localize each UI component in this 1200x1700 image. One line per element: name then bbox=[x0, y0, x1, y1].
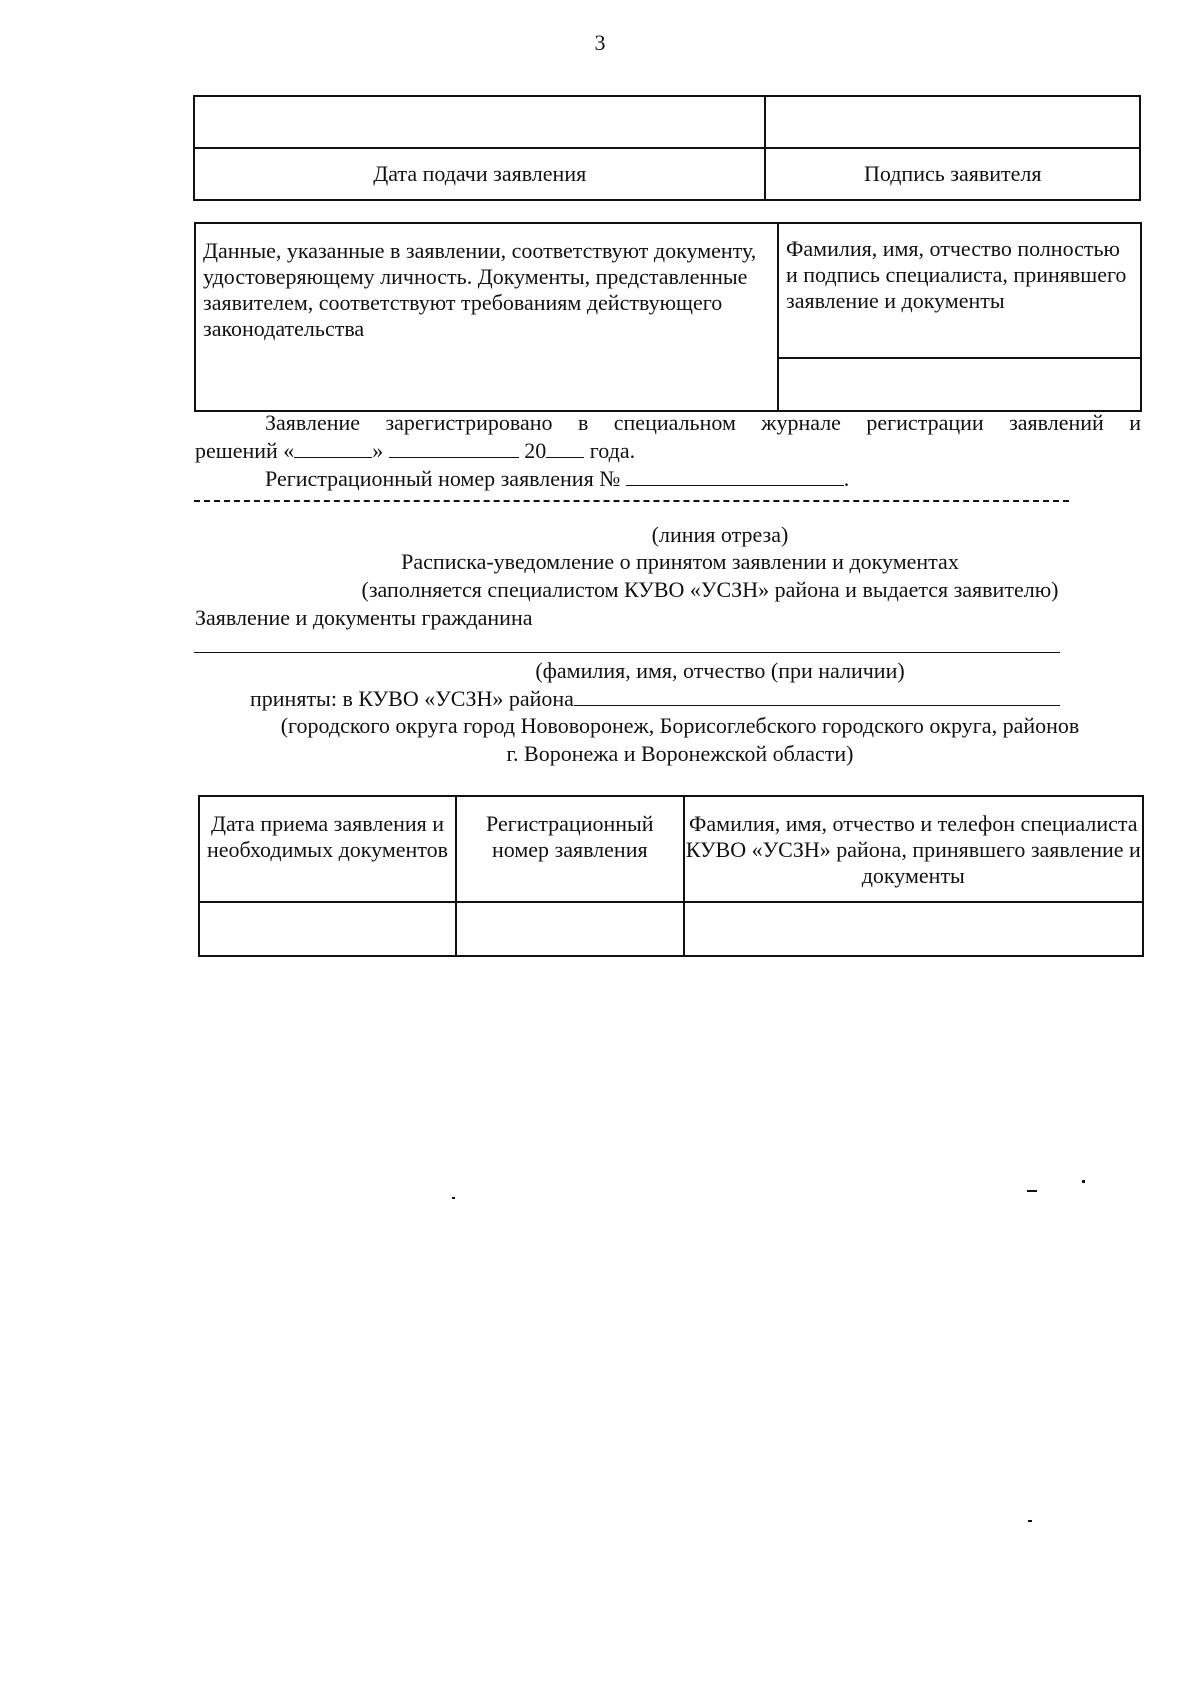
district-blank[interactable] bbox=[574, 685, 1060, 706]
receipt-specialist-cell[interactable] bbox=[684, 902, 1143, 956]
registration-number-label: Регистрационный номер заявления № bbox=[265, 466, 621, 491]
cut-line-label: (линия отреза) bbox=[651, 522, 789, 547]
district-note-1: (городского округа город Нововоронеж, Борисоглебского городского округа, районов bbox=[280, 713, 1080, 738]
signature-field-cell[interactable] bbox=[765, 96, 1140, 148]
registration-number-blank[interactable] bbox=[626, 465, 844, 486]
scan-speck bbox=[1082, 1180, 1085, 1183]
date-field-cell[interactable] bbox=[194, 96, 765, 148]
accepted-label: приняты: в КУВО «УСЗН» района bbox=[250, 686, 574, 711]
date-label: Дата подачи заявления bbox=[194, 148, 765, 200]
receipt-note: (заполняется специалистом КУВО «УСЗН» района и выдается заявителю) bbox=[361, 577, 1059, 602]
verification-table bbox=[194, 222, 1142, 412]
scan-speck bbox=[452, 1197, 455, 1199]
receipt-number-header: Регистрационный номер заявления bbox=[456, 796, 684, 902]
receipt-title: Расписка-уведомление о принятом заявлении и документах bbox=[401, 549, 959, 574]
decision-label: решений « bbox=[195, 438, 295, 463]
year-suffix: года. bbox=[589, 438, 636, 463]
verification-statement: Данные, указанные в заявлении, соответствуют документу, удостоверяющему личность. Документы, представленные заявителем, соответствуют требованиям действующего законодательства bbox=[195, 223, 778, 411]
year-prefix: 20 bbox=[524, 438, 547, 463]
quote-close: » bbox=[372, 438, 384, 463]
registration-number-line bbox=[265, 465, 849, 493]
receipt-table bbox=[198, 795, 1144, 957]
receipt-date-cell[interactable] bbox=[199, 902, 456, 956]
receipt-specialist-header: Фамилия, имя, отчество и телефон специалиста КУВО «УСЗН» района, принявшего заявление и документы bbox=[684, 796, 1143, 902]
year-blank[interactable] bbox=[546, 437, 584, 458]
signature-label: Подпись заявителя bbox=[765, 148, 1140, 200]
signature-table bbox=[193, 95, 1141, 201]
fio-caption: (фамилия, имя, отчество (при наличии) bbox=[535, 658, 905, 683]
month-blank[interactable] bbox=[389, 437, 519, 458]
district-note-2: г. Воронежа и Воронежской области) bbox=[506, 741, 854, 766]
specialist-signature-cell[interactable] bbox=[778, 358, 1141, 411]
cut-line bbox=[194, 500, 1069, 502]
registration-number-end: . bbox=[843, 466, 850, 491]
page-number: 3 bbox=[594, 30, 606, 55]
specialist-label: Фамилия, имя, отчество полностью и подпись специалиста, принявшего заявление и документы bbox=[778, 223, 1141, 358]
applicant-docs-label: Заявление и документы гражданина bbox=[195, 605, 533, 630]
accepted-line bbox=[250, 685, 1060, 712]
scan-speck bbox=[1028, 1520, 1032, 1522]
receipt-date-header: Дата приема заявления и необходимых документов bbox=[199, 796, 456, 902]
registration-line-2 bbox=[195, 437, 1141, 465]
receipt-number-cell[interactable] bbox=[456, 902, 684, 956]
registration-line-1: Заявление зарегистрировано в специальном журнале регистрации заявлений и bbox=[265, 410, 1141, 435]
day-blank[interactable] bbox=[294, 437, 372, 458]
applicant-name-line[interactable] bbox=[194, 652, 1060, 653]
scan-speck bbox=[1027, 1190, 1037, 1192]
registration-block bbox=[195, 409, 1141, 465]
